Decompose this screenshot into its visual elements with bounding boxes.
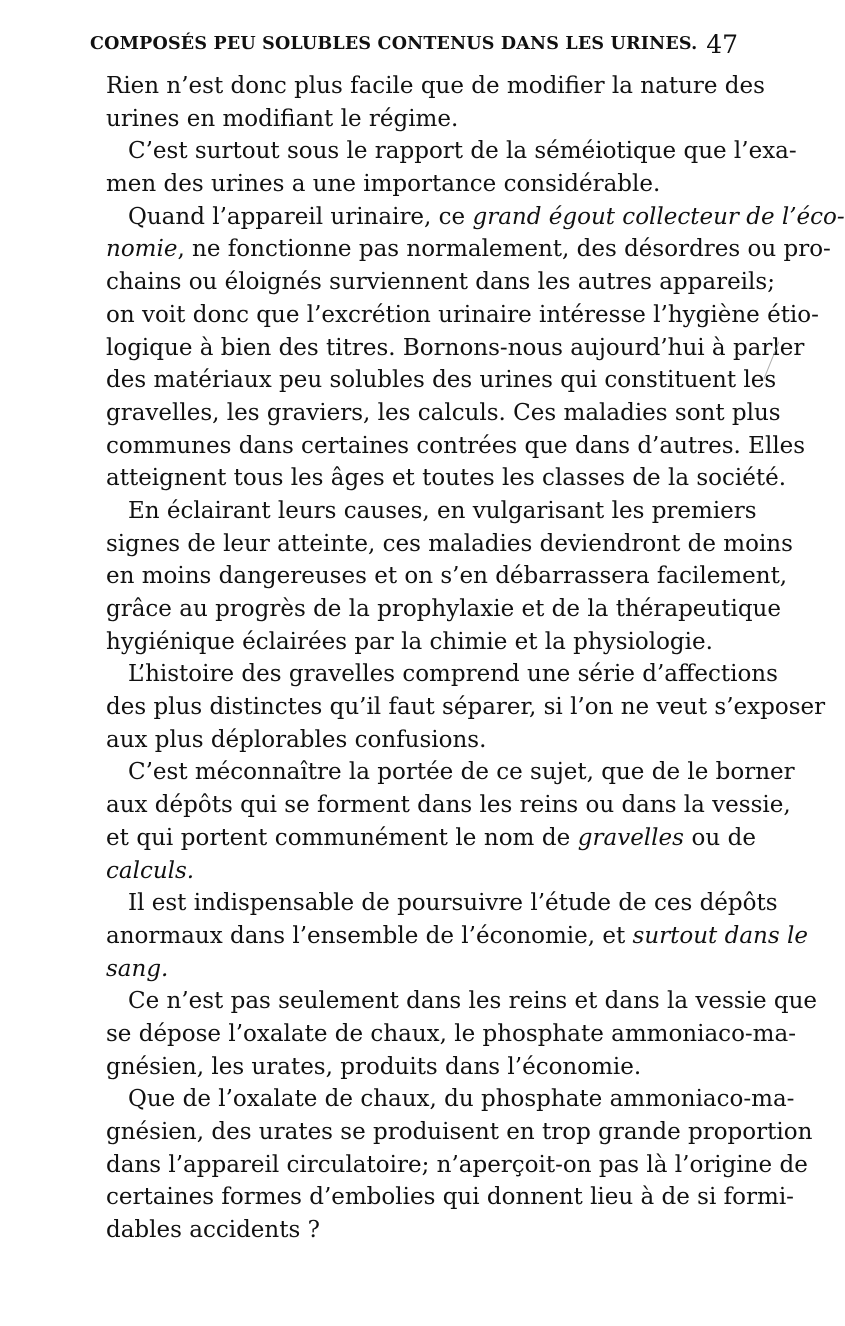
text-line: signes de leur atteinte, ces maladies deviendront de moins (106, 530, 793, 557)
italic-phrase: surtout dans le (632, 922, 808, 949)
text-line: se dépose l’oxalate de chaux, le phosphate ammoniaco-ma- (106, 1020, 796, 1047)
text-line: certaines formes d’embolies qui donnent lieu à de si formi- (106, 1184, 794, 1211)
text-line: chains ou éloignés surviennent dans les autres appareils; (106, 269, 775, 296)
text-line: urines en modifiant le régime. (106, 105, 459, 132)
text-line: Il est indispensable de poursuivre l’étude de ces dépôts (128, 890, 778, 917)
text-line (106, 233, 831, 266)
text-fragment: , ne fonctionne pas normalement, des désordres ou pro- (177, 236, 831, 263)
text-line: dables accidents ? (106, 1217, 320, 1244)
text-line: Rien n’est donc plus facile que de modifier la nature des (106, 73, 765, 99)
text-line (106, 920, 808, 953)
running-head (90, 30, 740, 60)
text-line: des plus distinctes qu’il faut séparer, si l’on ne veut s’exposer (106, 694, 826, 721)
text-line: aux dépôts qui se forment dans les reins ou dans la vessie, (106, 792, 791, 819)
italic-phrase: grand égout collecteur de l’éco- (472, 203, 845, 230)
italic-phrase: sang. (106, 955, 169, 982)
italic-phrase: calculs. (106, 857, 195, 884)
text-line: on voit donc que l’excrétion urinaire intéresse l’hygiène étio- (106, 301, 819, 328)
text-line: gravelles, les graviers, les calculs. Ces maladies sont plus (106, 399, 781, 426)
italic-phrase: gravelles (577, 824, 684, 851)
text-line: L’histoire des gravelles comprend une série d’affections (128, 661, 778, 688)
body-text (106, 70, 845, 1247)
text-line (106, 855, 756, 888)
text-line: gnésien, les urates, produits dans l’économie. (106, 1053, 642, 1080)
text-line: C’est méconnaître la portée de ce sujet, que de le borner (128, 759, 795, 786)
text-line: des matériaux peu solubles des urines qui constituent les (106, 367, 777, 394)
text-line: hygiénique éclairées par la chimie et la physiologie. (106, 628, 713, 655)
text-line: En éclairant leurs causes, en vulgarisant les premiers (128, 497, 757, 524)
text-line: aux plus déplorables confusions. (106, 726, 487, 753)
text-line (106, 953, 756, 986)
text-line: atteignent tous les âges et toutes les classes de la société. (106, 465, 787, 492)
text-line: communes dans certaines contrées que dans d’autres. Elles (106, 432, 806, 459)
text-line: grâce au progrès de la prophylaxie et de la thérapeutique (106, 596, 781, 622)
italic-phrase: nomie (106, 236, 178, 263)
running-title: COMPOSÉS PEU SOLUBLES CONTENUS DANS LES URINES. (90, 34, 698, 54)
text-fragment: anormaux dans l’ensemble de l’économie, et (106, 922, 633, 949)
page-number: 47 (706, 30, 738, 59)
text-fragment: Quand l’appareil urinaire, ce (128, 203, 473, 230)
text-line (106, 201, 845, 234)
text-line: men des urines a une importance considérable. (106, 171, 661, 198)
text-line: Ce n’est pas seulement dans les reins et dans la vessie que (128, 988, 818, 1015)
text-line: dans l’appareil circulatoire; n’aperçoit-on pas là l’origine de (106, 1151, 808, 1178)
text-line: en moins dangereuses et on s’en débarrassera facilement, (106, 563, 788, 590)
text-fragment: ou de (683, 824, 756, 851)
text-line: logique à bien des titres. Bornons-nous aujourd’hui à parler (106, 334, 805, 361)
text-fragment: et qui portent communément le nom de (106, 824, 578, 851)
text-line: C’est surtout sous le rapport de la séméiotique que l’exa- (128, 138, 797, 165)
text-line (106, 822, 756, 855)
text-line: Que de l’oxalate de chaux, du phosphate ammoniaco-ma- (128, 1086, 795, 1113)
text-line: gnésien, des urates se produisent en trop grande proportion (106, 1119, 813, 1145)
